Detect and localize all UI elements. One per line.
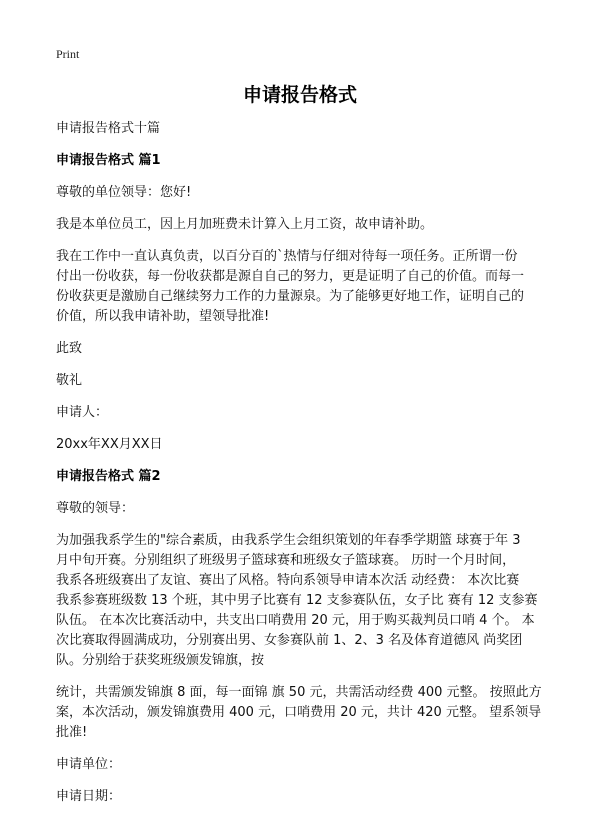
section-2-paragraph-2 xyxy=(56,683,550,743)
section-2-unit: 申请单位： xyxy=(56,757,122,772)
text-line: 次比赛取得圆满成功，分别赛出男、女参赛队前 1、2、3 名及体育道德风 尚奖团 xyxy=(56,633,523,648)
section-1-heading: 申请报告格式 篇1 xyxy=(56,153,161,168)
section-1-closing-1: 此致 xyxy=(56,341,83,356)
text-line: 为加强我系学生的"综合素质，由我系学生会组织策划的年春季学期篮 球赛于年 3 xyxy=(56,533,521,548)
section-1-date: 20xx年XX月XX日 xyxy=(56,437,163,452)
print-link[interactable]: Print xyxy=(56,47,80,61)
section-1-paragraph-2 xyxy=(56,247,550,327)
section-2-date-label: 申请日期： xyxy=(56,789,122,804)
text-line: 案，本次活动，颁发锦旗费用 400 元，口哨费用 20 元，共计 420 元整。 望系领导 xyxy=(56,705,542,720)
text-line: 月中旬开赛。分别组织了班级男子篮球赛和班级女子篮球赛。 历时一个月时间， xyxy=(56,553,516,568)
section-1-closing-2: 敬礼 xyxy=(56,373,83,388)
section-2-greeting: 尊敬的领导： xyxy=(56,501,135,516)
text-line: 批准! xyxy=(56,725,88,740)
document-body xyxy=(56,119,550,819)
text-line: 付出一份收获，每一份收获都是源自自己的努力，更是证明了自己的价值。而每一 xyxy=(56,269,525,284)
text-line: 价值，所以我申请补助，望领导批准! xyxy=(56,309,270,324)
section-2-paragraph-1 xyxy=(56,531,550,671)
text-line: 我在工作中一直认真负责，以百分百的`热情与仔细对待每一项任务。正所谓一份 xyxy=(56,249,518,264)
section-1-applicant: 申请人： xyxy=(56,405,109,420)
page-title: 申请报告格式 xyxy=(242,84,357,106)
document-subtitle: 申请报告格式十篇 xyxy=(56,121,161,136)
section-1-greeting: 尊敬的单位领导：您好! xyxy=(56,185,192,200)
section-2-heading: 申请报告格式 篇2 xyxy=(56,469,161,484)
text-line: 我系参赛班级数 13 个班，其中男子比赛有 12 支参赛队伍，女子比 赛有 12 支参赛 xyxy=(56,593,538,608)
text-line: 队伍。 在本次比赛活动中，共支出口哨费用 20 元，用于购买裁判员口哨 4 个。 本 xyxy=(56,613,535,628)
text-line: 份收获更是激励自己继续努力工作的力量源泉。为了能够更好地工作，证明自己的 xyxy=(56,289,525,304)
text-line: 统计，共需颁发锦旗 8 面，每一面锦 旗 50 元，共需活动经费 400 元整。 按照此方 xyxy=(56,685,542,700)
text-line: 我系各班级赛出了友谊、赛出了风格。特向系领导申请本次活 动经费： 本次比赛 xyxy=(56,573,520,588)
section-1-paragraph-1: 我是本单位员工，因上月加班费未计算入上月工资，故申请补助。 xyxy=(56,217,434,232)
text-line: 队。分别给于获奖班级颁发锦旗，按 xyxy=(56,653,265,668)
